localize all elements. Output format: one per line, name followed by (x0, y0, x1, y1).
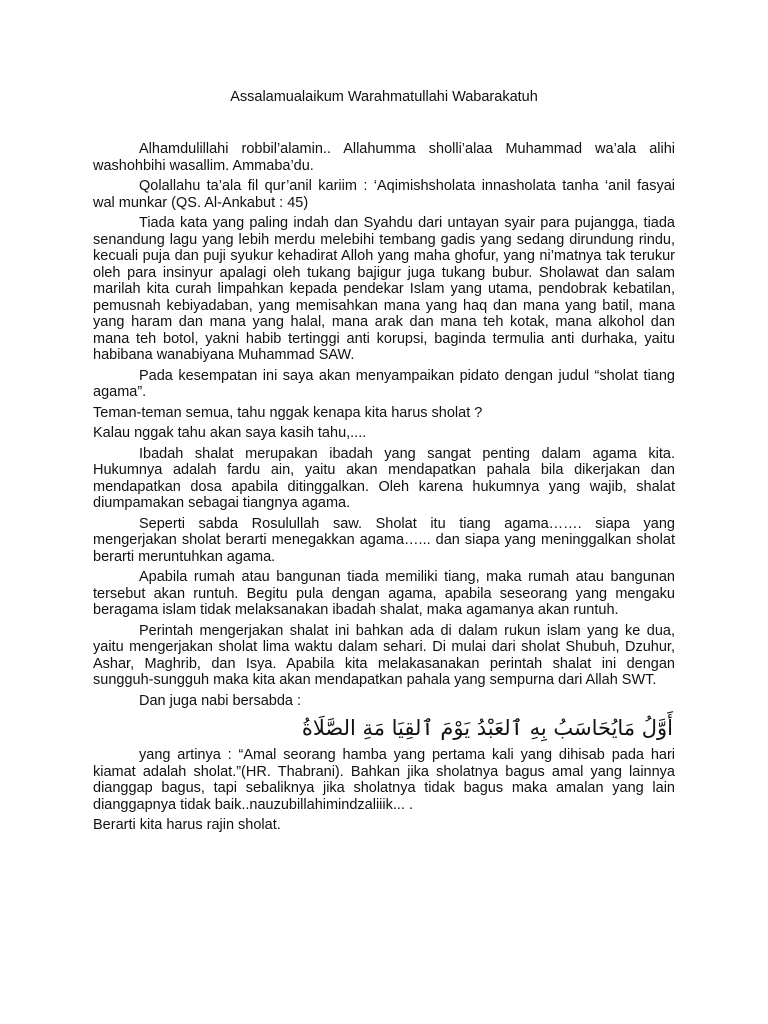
paragraph-conclusion: Berarti kita harus rajin sholat. (93, 817, 281, 833)
document-title: Assalamualaikum Warahmatullahi Wabarakatuh (230, 89, 538, 105)
paragraph-question: Teman-teman semua, tahu nggak kenapa kita harus sholat ? (93, 404, 483, 421)
paragraph-topic: Pada kesempatan ini saya akan menyampaikan pidato dengan judul “sholat tiang agama”. (93, 367, 675, 400)
paragraph-house-analogy: Apabila rumah atau bangunan tiada memiliki tiang, maka rumah atau bangunan tersebut akan runtuh. Begitu pula dengan agama, apabila seseorang yang mengaku beragama islam tidak melaksanakan ibadah shalat, maka agamanya akan runtuh. (93, 569, 675, 618)
paragraph-ibadah: Ibadah shalat merupakan ibadah yang sangat penting dalam agama kita. Hukumnya adalah fardu ain, yaitu akan mendapatkan pahala bila dikerjakan dan mendapatkan dosa apabila ditinggalkan. Oleh karena hukumnya yang wajib, shalat diumpamakan sebagai tiangnya agama. (93, 445, 675, 511)
arabic-hadith-text: أَوَّلُ مَايُحَاسَبُ بِهِ ٱلعَبْدُ يَوْمَ ٱلقِيَا مَةِ الصَّلَاةُ (301, 716, 673, 740)
paragraph-opening: Alhamdulillahi robbil’alamin.. Allahumma sholli’alaa Muhammad wa’ala alihi washohbihi wasallim. Ammaba’du. (93, 141, 675, 174)
paragraph-five-prayers: Perintah mengerjakan shalat ini bahkan ada di dalam rukun islam yang ke dua, yaitu mengerjakan sholat lima waktu dalam sehari. Di mulai dari sholat Shubuh, Dzuhur, Ashar, Maghrib, dan Isya. Apabila kita melakasanakan perintah shalat ini dengan sungguh-sungguh maka kita akan mendapatkan pahala yang sempurna dari Allah SWT. (93, 622, 675, 688)
paragraph-prophet-said: Dan juga nabi bersabda : (139, 692, 302, 709)
paragraph-quran-quote: Qolallahu ta’ala fil qur’anil kariim : ‘Aqimishsholata innasholata tanha ‘anil fasyai wal munkar (QS. Al-Ankabut : 45) (93, 178, 675, 211)
paragraph-answer-intro: Kalau nggak tahu akan saya kasih tahu,.... (93, 425, 367, 441)
paragraph-translation: yang artinya : “Amal seorang hamba yang pertama kali yang dihisab pada hari kiamat adalah sholat.”(HR. Thabrani). Bahkan jika sholatnya bagus amal yang lainnya dianggap bagus, tapi sebaliknya jika sholatnya tidak bagus maka amalan yang lain dianggapnya tidak baik..nauzubillahimindzaliiik... . (93, 747, 675, 813)
paragraph-hadith-pillar: Seperti sabda Rosulullah saw. Sholat itu tiang agama……. siapa yang mengerjakan sholat berarti menegakkan agama…... dan siapa yang meninggalkan sholat berarti meruntuhkan agama. (93, 515, 675, 565)
document-page (93, 87, 675, 838)
paragraph-praise: Tiada kata yang paling indah dan Syahdu dari untayan syair para pujangga, tiada senandung lagu yang lebih merdu melebihi tembang gadis yang sedang dirundung rindu, kecuali puja dan puji syukur kehadirat Alloh yang maha ghofur, yang ni’matnya tak terukur oleh para insinyur apalagi oleh tukang bajigur juga tukang bubur. Sholawat dan salam marilah kita curah limpahkan kepada pendekar Islam yang utama, pendobrak kebatilan, pemusnah kebiyadaban, yang memisahkan mana yang haq dan mana yang batil, mana yang haram dan mana yang halal, mana arak dan mana teh kotak, mana alkohol dan mana teh botol, yakni habib tertinggi anti korupsi, baginda termulia anti durhaka, yaitu habibana wanabiyana Muhammad SAW. (93, 215, 675, 363)
